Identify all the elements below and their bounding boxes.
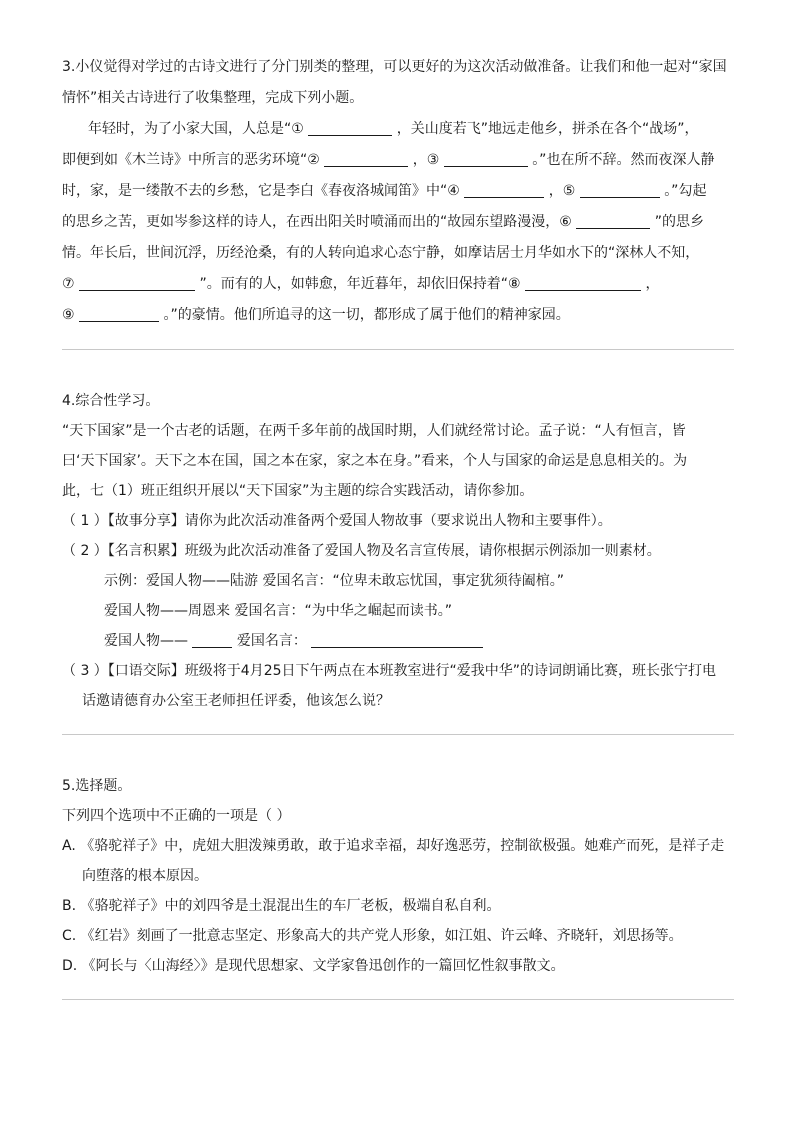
- q4-intro-line-2: 曰‘天下国家’。天下之本在国，国之本在家，家之本在身。”看来，个人与国家的命运是息息相关的。为: [62, 453, 688, 469]
- q4-fill-line: [62, 626, 734, 656]
- blank-3[interactable]: [444, 149, 528, 167]
- q3-text: ，: [645, 276, 660, 292]
- q3-passage-line-6: [62, 269, 734, 300]
- q3-text: ⑦: [62, 276, 75, 292]
- blank-1[interactable]: [308, 118, 392, 136]
- divider: [62, 999, 734, 1000]
- worksheet-page: [62, 52, 734, 1000]
- question-4: [62, 386, 734, 716]
- option-b[interactable]: B. 《骆驼祥子》中的刘四爷是土混混出生的车厂老板，极端自私自利。: [62, 898, 501, 914]
- q4-item-3-line-1: （ 3 ）【口语交际】班级将于4月25日下午两点在本班教室进行“爱我中华”的诗词朗诵比赛，班长张宁打电: [62, 663, 717, 679]
- q4-item-2: （ 2 ）【名言积累】班级为此次活动准备了爱国人物及名言宣传展，请你根据示例添加一则素材。: [62, 543, 661, 559]
- blank-6[interactable]: [576, 211, 650, 229]
- q3-passage-line-3: [62, 176, 734, 207]
- option-d[interactable]: D. 《阿长与〈山海经〉》是现代思想家、文学家鲁迅创作的一篇回忆性叙事散文。: [62, 958, 565, 974]
- q4-item-1: （ 1 ）【故事分享】请你为此次活动准备两个爱国人物故事（要求说出人物和主要事件）。: [62, 513, 612, 529]
- q3-text: ”的思乡: [654, 214, 704, 230]
- q4-intro-line-3: 此，七（1）班正组织开展以“天下国家”为主题的综合实践活动，请你参加。: [62, 483, 534, 499]
- question-5: [62, 771, 734, 981]
- blank-5[interactable]: [580, 180, 660, 198]
- q3-passage-line-5: 情。年长后，世间沉浮，历经沧桑，有的人转向追求心态宁静，如摩诘居士月华如水下的“深林人不知，: [62, 245, 700, 261]
- q4-item-3-line-2: 话邀请德育办公室王老师担任评委，他该怎么说？: [82, 693, 390, 709]
- q3-heading-line-1: 3.小仪觉得对学过的古诗文进行了分门别类的整理，可以更好的为这次活动做准备。让我们和他一起对“家国: [62, 59, 727, 75]
- q3-text: 。”也在所不辞。然而夜深人静: [532, 152, 715, 168]
- blank-9[interactable]: [79, 304, 159, 322]
- q3-text: 即便到如《木兰诗》中所言的恶劣环境“②: [62, 152, 320, 168]
- option-c[interactable]: C. 《红岩》刻画了一批意志坚定、形象高大的共产党人形象，如江姐、许云峰、齐晓轩，刘思扬等。: [62, 928, 683, 944]
- q3-text: 的思乡之苦，更如岑参这样的诗人，在西出阳关时喷涌而出的“故园东望路漫漫，⑥: [62, 214, 572, 230]
- q3-heading-line-2: 情怀”相关古诗进行了收集整理，完成下列小题。: [62, 90, 364, 106]
- q3-passage-line-1: [62, 114, 734, 145]
- q3-text: ，③: [412, 152, 440, 168]
- q3-passage-line-2: [62, 145, 734, 176]
- q3-text: 。”勾起: [664, 183, 707, 199]
- q4-fill-label: 爱国名言：: [236, 633, 307, 649]
- q4-heading: 4.综合性学习。: [62, 393, 160, 409]
- q4-example-2: 爱国人物——周恩来 爱国名言：“为中华之崛起而读书。”: [104, 603, 452, 619]
- q3-text: ，⑤: [548, 183, 576, 199]
- q5-heading: 5.选择题。: [62, 778, 132, 794]
- q4-example-1: 示例：爱国人物——陆游 爱国名言：“位卑未敢忘忧国，事定犹须待阖棺。”: [104, 573, 564, 589]
- q3-text: 年轻时，为了小家大国，人总是“①: [88, 121, 304, 137]
- blank-8[interactable]: [525, 273, 641, 291]
- patriot-quote-blank[interactable]: [311, 630, 483, 648]
- q3-text: 。”的豪情。他们所追寻的这一切，都形成了属于他们的精神家园。: [163, 307, 570, 323]
- q4-intro-line-1: “天下国家”是一个古老的话题，在两千多年前的战国时期，人们就经常讨论。孟子说：“人有恒言，皆: [62, 423, 686, 439]
- blank-2[interactable]: [324, 149, 408, 167]
- q5-stem: 下列四个选项中不正确的一项是（ ）: [62, 808, 291, 824]
- q3-passage-line-7: [62, 300, 734, 331]
- q3-text: ”。而有的人，如韩愈，年近暮年，却依旧保持着“⑧: [199, 276, 521, 292]
- option-a[interactable]: A. 《骆驼祥子》中，虎妞大胆泼辣勇敢，敢于追求幸福，却好逸恶劳，控制欲极强。她难产而死，是祥子走: [62, 838, 725, 854]
- patriot-name-blank[interactable]: [192, 630, 232, 648]
- q3-text: ⑨: [62, 307, 75, 323]
- q3-passage-line-4: [62, 207, 734, 238]
- q3-text: 时，家，是一缕散不去的乡愁，它是李白《春夜洛城闻笛》中“④: [62, 183, 460, 199]
- option-a-continued: 向堕落的根本原因。: [82, 868, 208, 884]
- question-3: [62, 52, 734, 331]
- q4-fill-label: 爱国人物——: [104, 633, 188, 649]
- blank-4[interactable]: [464, 180, 544, 198]
- blank-7[interactable]: [79, 273, 195, 291]
- q3-text: ，关山度若飞”地远走他乡，拼杀在各个“战场”，: [396, 121, 699, 137]
